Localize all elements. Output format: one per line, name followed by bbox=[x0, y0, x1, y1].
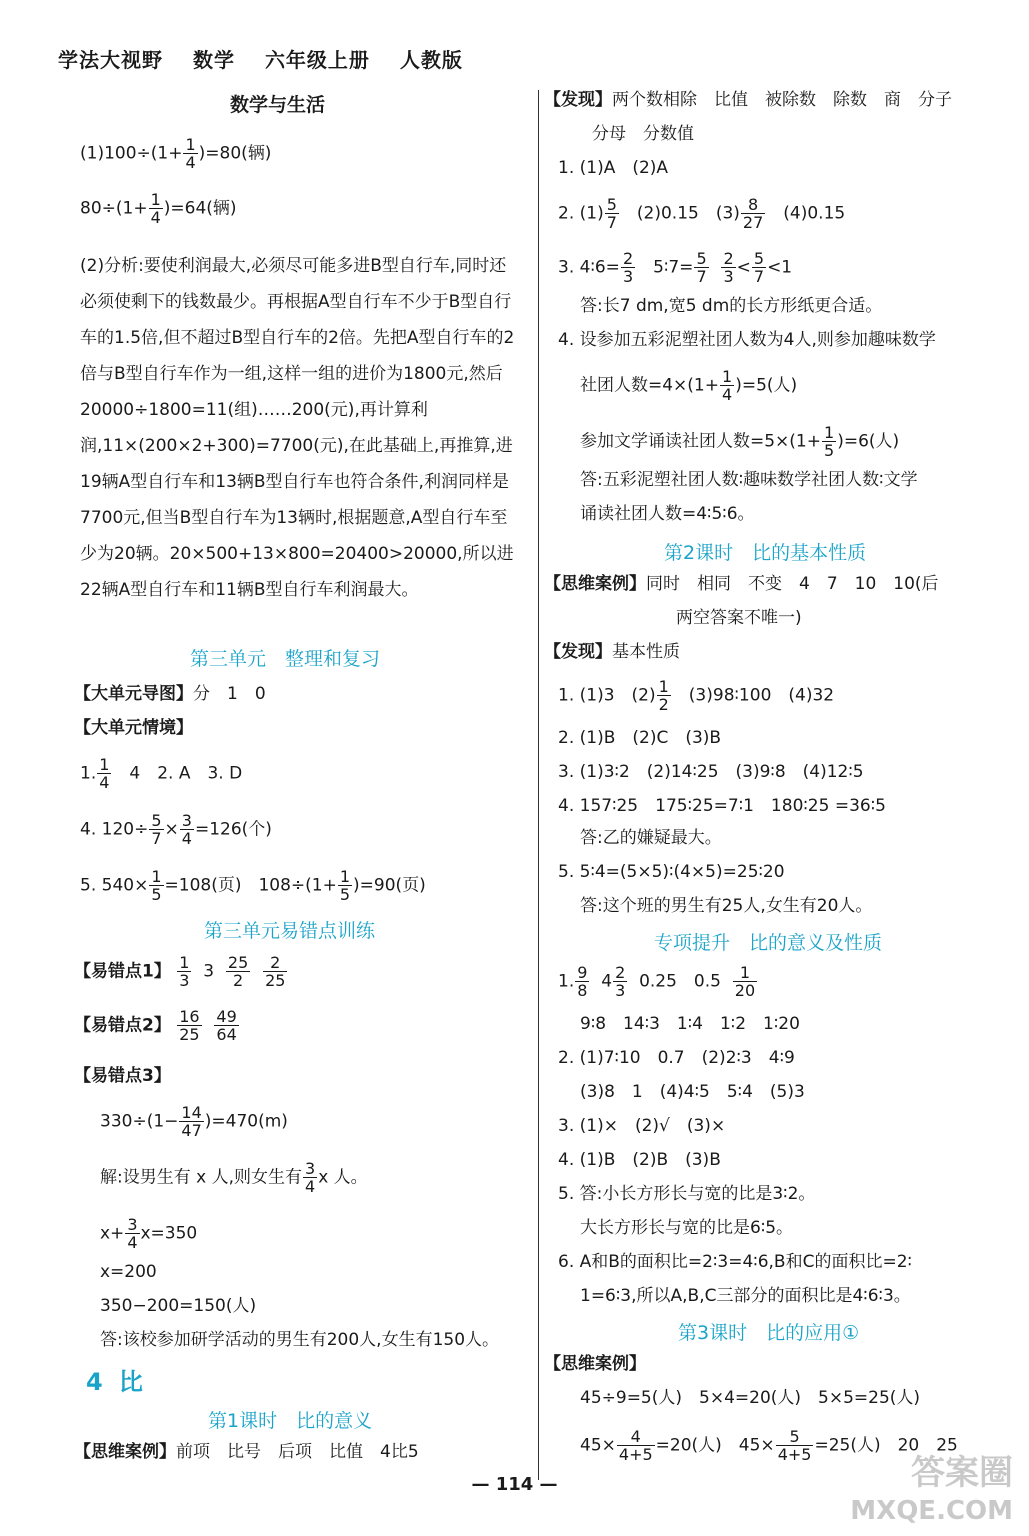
answer-line: 解:设男生有 x 人,则女生有 $\frac{3}{4}$ x 人。 bbox=[100, 1159, 368, 1196]
answer-line: x=200 bbox=[100, 1262, 157, 1282]
answer-line: 4. 设参加五彩泥塑社团人数为4人,则参加趣味数学 bbox=[558, 330, 936, 350]
answer-line: 4. 157∶25 175∶25=7∶1 180∶25 =36∶5 bbox=[558, 796, 886, 816]
lesson1-title: 第1课时 比的意义 bbox=[208, 1410, 373, 1432]
page-number: — 114 — bbox=[471, 1474, 558, 1495]
answer-line: 45× $\frac{4}{4+5}$ =20(人) 45× $\frac{5}{4+5}$ =25(人) 20 25 bbox=[580, 1427, 958, 1464]
analysis-paragraph: (2)分析:要使利润最大,必须尽可能多进B型自行车,同时还必须使剩下的钱数最少。再根据A型自行车不少于B型自行车的1.5倍,但不超过B型自行车的2倍。先把A型自行车的2倍与B型自行车作为一组,这样一组的进价为1800元,然后20000÷1800=11(组)……200(元),再计算利润,11×(200×2+300)=7700(元),在此基础上,再推算,进19辆A型自行车和13辆B型自行车也符合条件,利润同样是7700元,但当B型自行车为13辆时,根据题意,A型自行车至少为20辆。20×500+13×800=20400>20000,所以进22辆A型自行车和11辆B型自行车利润最大。 bbox=[80, 256, 515, 600]
lesson2-find: 【发现】基本性质 bbox=[544, 642, 680, 662]
find-answer-cont: 分母 分数值 bbox=[592, 124, 694, 144]
answer-line: 1. (1)3 (2) $\frac{1}{2}$ (3)98∶100 (4)32 bbox=[558, 677, 835, 714]
answer-line: 3. (1)3∶2 (2)14∶25 (3)9∶8 (4)12∶5 bbox=[558, 762, 864, 782]
watermark-logo: 答案圈 MXQE.COM bbox=[850, 1453, 1013, 1526]
error-point-2: 【易错点2】 $\frac{16}{25}$ $\frac{49}{64}$ bbox=[74, 1007, 237, 1044]
answer-line: 答:该校参加研学活动的男生有200人,女生有150人。 bbox=[100, 1330, 500, 1350]
answer-line: 350−200=150(人) bbox=[100, 1296, 257, 1316]
answer-line: 3. 4∶6= $\frac{2}{3}$ 5∶7= $\frac{5}{7}$ $\frac{2}{3}$ < $\frac{5}{7}$ <1 bbox=[558, 249, 793, 286]
answer-line: 5. 540× $\frac{1}{5}$ =108(页) 108÷(1+ $\frac{1}{5}$ )=90(页) bbox=[80, 867, 426, 904]
answer-line: 1. (1)A (2)A bbox=[558, 158, 669, 178]
answer-line: 2. (1)7∶10 0.7 (2)2∶3 4∶9 bbox=[558, 1048, 795, 1068]
answer-line: 答:乙的嫌疑最大。 bbox=[580, 828, 722, 848]
answer-line: 答:长7 dm,宽5 dm的长方形纸更合适。 bbox=[580, 296, 883, 316]
lesson2-title: 第2课时 比的基本性质 bbox=[664, 542, 867, 564]
special-title: 专项提升 比的意义及性质 bbox=[654, 932, 883, 954]
answer-line: 社团人数=4×(1+ $\frac{1}{4}$ )=5(人) bbox=[580, 367, 798, 404]
column-divider bbox=[538, 90, 539, 1480]
lesson1-think-case: 【思维案例】前项 比号 后项 比值 4比5 bbox=[74, 1442, 419, 1462]
error-point-1: 【易错点1】 $\frac{1}{3}$ 3 $\frac{25}{2}$ $\frac{2}{25}$ bbox=[74, 953, 286, 990]
error-point-3: 【易错点3】 bbox=[74, 1066, 171, 1086]
chapter-4-heading: 4 比 bbox=[86, 1368, 143, 1396]
section-title-math-life: 数学与生活 bbox=[230, 94, 326, 116]
answer-line: 45÷9=5(人) 5×4=20(人) 5×5=25(人) bbox=[580, 1388, 921, 1408]
answer-line: 答:这个班的男生有25人,女生有20人。 bbox=[580, 896, 873, 916]
answer-line: 80÷(1+ $\frac{1}{4}$ )=64(辆) bbox=[80, 190, 237, 227]
answer-line: 参加文学诵读社团人数=5×(1+ $\frac{1}{5}$ )=6(人) bbox=[580, 423, 900, 460]
edition: 人教版 bbox=[399, 48, 463, 72]
answer-line: 5. 答:小长方形长与宽的比是3∶2。 bbox=[558, 1184, 816, 1204]
answer-line: 1=6∶3,所以A,B,C三部分的面积比是4∶6∶3。 bbox=[580, 1286, 911, 1306]
answer-line: 4. 120÷ $\frac{5}{7}$ × $\frac{3}{4}$ =126(个) bbox=[80, 811, 272, 848]
answer-line: 诵读社团人数=4∶5∶6。 bbox=[580, 504, 755, 524]
answer-line: 2. (1)B (2)C (3)B bbox=[558, 728, 722, 748]
lesson2-think-case-cont: 两空答案不唯一) bbox=[676, 608, 802, 628]
subject: 数学 bbox=[192, 48, 235, 72]
answer-line: (3)8 1 (4)4∶5 5∶4 (5)3 bbox=[580, 1082, 805, 1102]
unit3-review-title: 第三单元 整理和复习 bbox=[190, 648, 381, 670]
lesson3-think-case: 【思维案例】 bbox=[544, 1354, 646, 1374]
answer-line: (1)100÷(1+ $\frac{1}{4}$ )=80(辆) bbox=[80, 135, 272, 172]
answer-line: 1. $\frac{9}{8}$ 4 $\frac{2}{3}$ 0.25 0.5 $\frac{1}{20}$ bbox=[558, 963, 756, 1000]
running-header bbox=[58, 44, 485, 73]
answer-line: 2. (1) $\frac{5}{7}$ (2)0.15 (3) $\frac{8}{27}$ (4)0.15 bbox=[558, 195, 846, 232]
answer-line: 4. (1)B (2)B (3)B bbox=[558, 1150, 721, 1170]
grade: 六年级上册 bbox=[264, 48, 370, 72]
unit-context-tag: 【大单元情境】 bbox=[74, 718, 193, 738]
lesson2-think-case: 【思维案例】同时 相同 不变 4 7 10 10(后 bbox=[544, 574, 939, 594]
lesson3-title: 第3课时 比的应用① bbox=[678, 1322, 860, 1344]
answer-line: x+ $\frac{3}{4}$ x=350 bbox=[100, 1215, 198, 1252]
answer-line: 9∶8 14∶3 1∶4 1∶2 1∶20 bbox=[580, 1014, 800, 1034]
unit3-error-title: 第三单元易错点训练 bbox=[204, 920, 376, 942]
answer-line: 5. 5∶4=(5×5)∶(4×5)=25∶20 bbox=[558, 862, 785, 882]
answer-line: 大长方形长与宽的比是6∶5。 bbox=[580, 1218, 794, 1238]
book-title: 学法大视野 bbox=[58, 48, 163, 72]
answer-line: 答:五彩泥塑社团人数∶趣味数学社团人数∶文学 bbox=[580, 470, 918, 490]
answer-line: 330÷(1− $\frac{14}{47}$ )=470(m) bbox=[100, 1103, 288, 1140]
unit-map-answer: 【大单元导图】分 1 0 bbox=[74, 684, 266, 704]
answer-line: 1. $\frac{1}{4}$ 4 2. A 3. D bbox=[80, 755, 243, 792]
find-answer: 【发现】两个数相除 比值 被除数 除数 商 分子 bbox=[544, 90, 952, 110]
answer-line: 3. (1)× (2)√ (3)× bbox=[558, 1116, 726, 1136]
answer-line: 6. A和B的面积比=2∶3=4∶6,B和C的面积比=2∶ bbox=[558, 1252, 912, 1272]
